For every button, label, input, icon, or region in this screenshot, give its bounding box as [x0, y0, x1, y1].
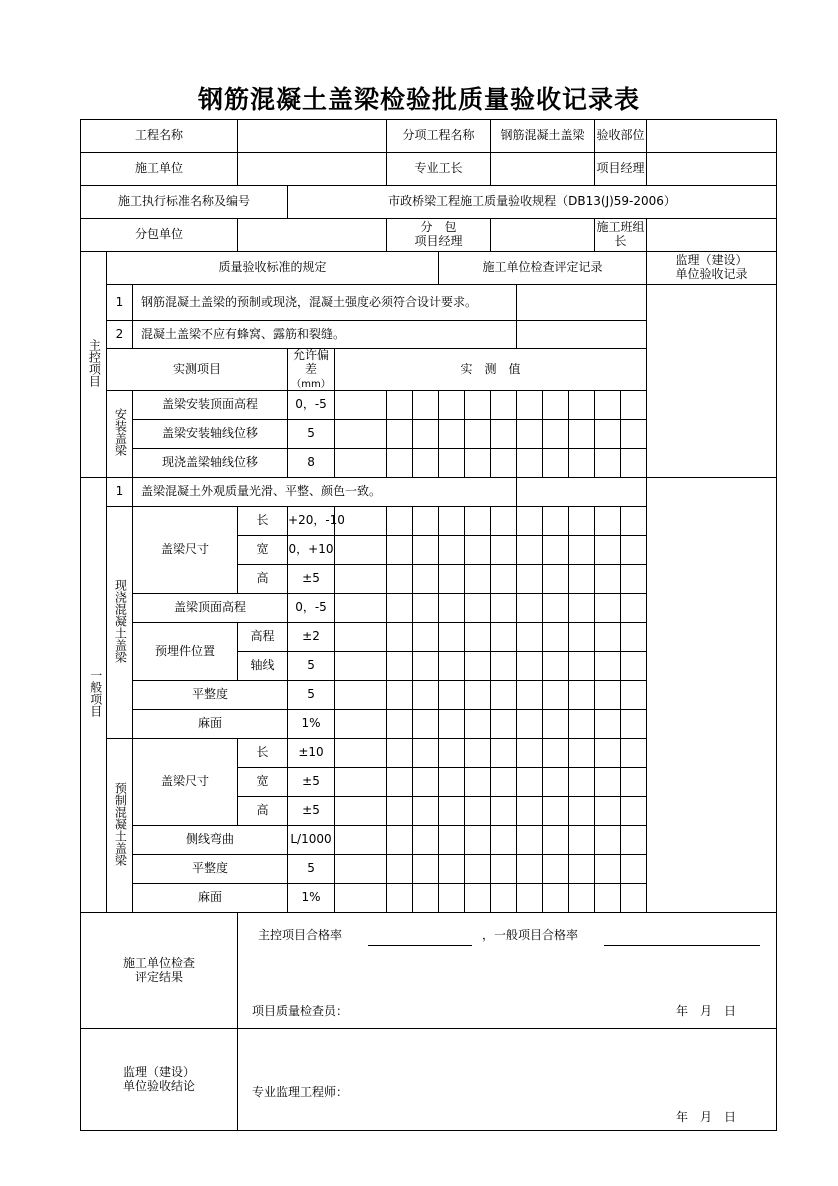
- main-control-label: 主控项目: [81, 252, 107, 478]
- team-leader-label: 施工班组长: [595, 219, 647, 252]
- length-label: 长: [238, 507, 288, 536]
- main-supervision-record[interactable]: [647, 285, 777, 478]
- supervision-conclusion-area[interactable]: [238, 1029, 777, 1131]
- general-item-record[interactable]: [517, 478, 647, 507]
- inspection-form: [80, 119, 777, 1131]
- standard-label: 施工执行标准名称及编号: [81, 186, 288, 219]
- project-name-field[interactable]: [238, 120, 387, 153]
- subcontract-unit-label: 分包单位: [81, 219, 238, 252]
- install-item: 盖梁安装轴线位移: [133, 420, 288, 449]
- supervision-date: 年 月 日: [676, 1110, 737, 1125]
- width-label: 宽: [238, 768, 288, 797]
- page-title: 钢筋混凝土盖梁检验批质量验收记录表: [197, 85, 640, 114]
- precast-height-tolerance: ±5: [288, 797, 335, 826]
- general-label: 一般项目: [81, 478, 107, 913]
- elevation-label: 高程: [238, 623, 288, 652]
- subcontract-unit-field[interactable]: [238, 219, 387, 252]
- general-rate-field[interactable]: [604, 929, 760, 946]
- general-supervision-record[interactable]: [647, 478, 777, 913]
- install-tolerance: 5: [288, 420, 335, 449]
- construction-unit-field[interactable]: [238, 153, 387, 186]
- team-leader-field[interactable]: [647, 219, 777, 252]
- pitted-tolerance: 1%: [288, 710, 335, 739]
- cast-width-tolerance: 0，+10: [288, 536, 335, 565]
- top-elevation-tolerance: 0，-5: [288, 594, 335, 623]
- cast-length-tolerance: +20，-10: [288, 507, 335, 536]
- main-item-record[interactable]: [517, 285, 647, 321]
- foreman-field[interactable]: [491, 153, 595, 186]
- main-item-no: 2: [107, 321, 133, 349]
- tolerance-header: 允许偏差 （mm）: [288, 349, 335, 391]
- pitted-label: 麻面: [133, 710, 288, 739]
- beam-size-label: 盖梁尺寸: [133, 739, 238, 826]
- inspection-date: 年 月 日: [676, 1004, 737, 1019]
- embedded-part-label: 预埋件位置: [133, 623, 238, 681]
- supervision-conclusion-label: 监理（建设） 单位验收结论: [81, 1029, 238, 1131]
- main-item-text: 混凝土盖梁不应有蜂窝、露筋和裂缝。: [133, 321, 517, 349]
- install-tolerance: 8: [288, 449, 335, 478]
- side-bend-label: 侧线弯曲: [133, 826, 288, 855]
- spec-header: 质量验收标准的规定: [107, 252, 439, 285]
- pitted-label: 麻面: [133, 884, 288, 913]
- project-name-label: 工程名称: [81, 120, 238, 153]
- sub-project-value: 钢筋混凝土盖梁: [491, 120, 595, 153]
- main-item-record[interactable]: [517, 321, 647, 349]
- install-group-label: 安装盖梁: [107, 391, 133, 478]
- check-result-label: 施工单位检查 评定结果: [81, 913, 238, 1029]
- flatness-label: 平整度: [133, 855, 288, 884]
- install-item: 现浇盖梁轴线位移: [133, 449, 288, 478]
- beam-size-label: 盖梁尺寸: [133, 507, 238, 594]
- flatness-tolerance: 5: [288, 681, 335, 710]
- general-rate-label: ，一般项目合格率: [482, 928, 579, 943]
- supervision-header: 监理（建设） 单位验收记录: [647, 252, 777, 285]
- height-label: 高: [238, 797, 288, 826]
- acceptance-part-label: 验收部位: [595, 120, 647, 153]
- general-item-text: 盖梁混凝土外观质量光滑、平整、颜色一致。: [133, 478, 517, 507]
- length-label: 长: [238, 739, 288, 768]
- flatness-label: 平整度: [133, 681, 288, 710]
- install-item: 盖梁安装顶面高程: [133, 391, 288, 420]
- precast-flatness-tolerance: 5: [288, 855, 335, 884]
- precast-width-tolerance: ±5: [288, 768, 335, 797]
- top-elevation-label: 盖梁顶面高程: [133, 594, 288, 623]
- general-item-no: 1: [107, 478, 133, 507]
- measured-value-header: 实 测 值: [335, 349, 647, 391]
- precast-length-tolerance: ±10: [288, 739, 335, 768]
- check-record-header: 施工单位检查评定记录: [439, 252, 647, 285]
- project-manager-label: 项目经理: [595, 153, 647, 186]
- engineer-label: 专业监理工程师：: [252, 1085, 349, 1100]
- axis-tolerance: 5: [288, 652, 335, 681]
- sub-project-label: 分项工程名称: [387, 120, 491, 153]
- main-rate-label: 主控项目合格率: [258, 928, 343, 943]
- install-tolerance: 0，-5: [288, 391, 335, 420]
- precast-group-label: 预制混凝土盖梁: [107, 739, 133, 913]
- subcontract-pm-label: 分 包 项目经理: [387, 219, 491, 252]
- acceptance-part-field[interactable]: [647, 120, 777, 153]
- main-item-text: 钢筋混凝土盖梁的预制或现浇，混凝土强度必须符合设计要求。: [133, 285, 517, 321]
- measured-item-header: 实测项目: [107, 349, 288, 391]
- main-rate-field[interactable]: [368, 929, 472, 946]
- width-label: 宽: [238, 536, 288, 565]
- axis-label: 轴线: [238, 652, 288, 681]
- cast-height-tolerance: ±5: [288, 565, 335, 594]
- inspector-label: 项目质量检查员：: [252, 1004, 349, 1019]
- cast-group-label: 现浇混凝土盖梁: [107, 507, 133, 739]
- standard-value: 市政桥梁工程施工质量验收规程（DB13(J)59-2006）: [288, 186, 777, 219]
- precast-pitted-tolerance: 1%: [288, 884, 335, 913]
- height-label: 高: [238, 565, 288, 594]
- check-result-area[interactable]: [238, 913, 777, 1029]
- project-manager-field[interactable]: [647, 153, 777, 186]
- subcontract-pm-field[interactable]: [491, 219, 595, 252]
- side-bend-tolerance: L/1000: [288, 826, 335, 855]
- main-item-no: 1: [107, 285, 133, 321]
- elevation-tolerance: ±2: [288, 623, 335, 652]
- foreman-label: 专业工长: [387, 153, 491, 186]
- construction-unit-label: 施工单位: [81, 153, 238, 186]
